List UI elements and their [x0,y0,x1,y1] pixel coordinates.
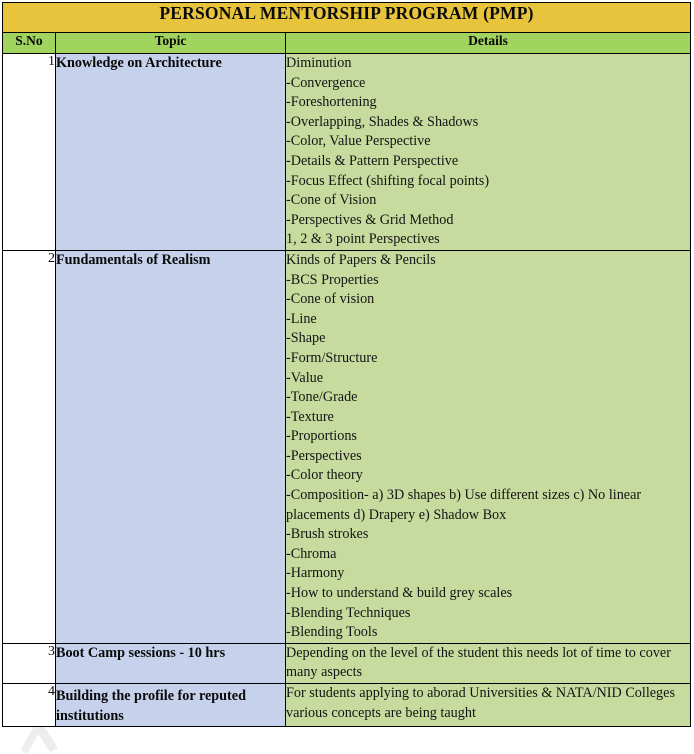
column-header-sno: S.No [3,33,56,54]
detail-line: Depending on the level of the student this needs lot of time to cover many aspects [286,644,671,681]
detail-line: -Chroma [286,545,337,562]
detail-line: -Color theory [286,467,363,484]
detail-line: -Line [286,310,317,327]
detail-line: -Perspectives [286,447,362,464]
detail-line: -How to understand & build grey scales [286,585,513,602]
detail-line: -Overlapping, Shades & Shadows [286,113,479,130]
detail-line: -Harmony [286,565,345,582]
detail-line: -Color, Value Perspective [286,133,431,150]
table-row [3,684,691,727]
detail-line: -Brush strokes [286,526,369,543]
row-topic: Boot Camp sessions - 10 hrs [56,643,286,683]
detail-line: -Convergence [286,74,366,91]
row-details [286,54,691,251]
row-details [286,250,691,643]
row-topic: Knowledge on Architecture [56,54,286,251]
detail-line: -Composition- a) 3D shapes b) Use different sizes c) No linear placements d) Drapery e) Shadow Box [286,487,642,523]
detail-line: -Perspectives & Grid Method [286,211,454,228]
detail-line: -Blending Techniques [286,604,411,621]
row-serial-number: 4 [3,684,56,727]
page-title: PERSONAL MENTORSHIP PROGRAM (PMP) [3,3,691,33]
row-serial-number: 2 [3,250,56,643]
table-row [3,54,691,251]
row-details [286,684,691,727]
detail-line: -Value [286,369,324,386]
table-row [3,643,691,683]
column-header-details: Details [286,33,691,54]
detail-line: 1, 2 & 3 point Perspectives [286,231,440,248]
detail-line: Kinds of Papers & Pencils [286,251,436,268]
detail-line: -Blending Tools [286,624,378,641]
row-details [286,643,691,683]
detail-line: -Cone of vision [286,291,375,308]
table-row [3,250,691,643]
column-header-topic: Topic [56,33,286,54]
detail-line: Diminution [286,55,352,71]
detail-line: -BCS Properties [286,271,379,288]
detail-line: For students applying to aborad Universities & NATA/NID Colleges various concepts are being taught [286,685,675,721]
table-header-row [3,33,691,54]
document-page [0,2,694,727]
detail-line: -Focus Effect (shifting focal points) [286,172,490,189]
detail-line: -Proportions [286,428,357,445]
row-serial-number: 3 [3,643,56,683]
row-topic: Fundamentals of Realism [56,250,286,643]
detail-line: -Shape [286,330,326,347]
detail-line: -Form/Structure [286,349,378,366]
row-serial-number: 1 [3,54,56,251]
detail-line: -Details & Pattern Perspective [286,152,459,169]
table-title-row [3,3,691,33]
row-topic: Building the profile for reputed institutions [56,684,286,727]
detail-line: -Foreshortening [286,94,377,111]
detail-line: -Tone/Grade [286,389,358,406]
detail-line: -Cone of Vision [286,192,377,209]
detail-line: -Texture [286,408,334,425]
pmp-program-table [2,2,691,727]
